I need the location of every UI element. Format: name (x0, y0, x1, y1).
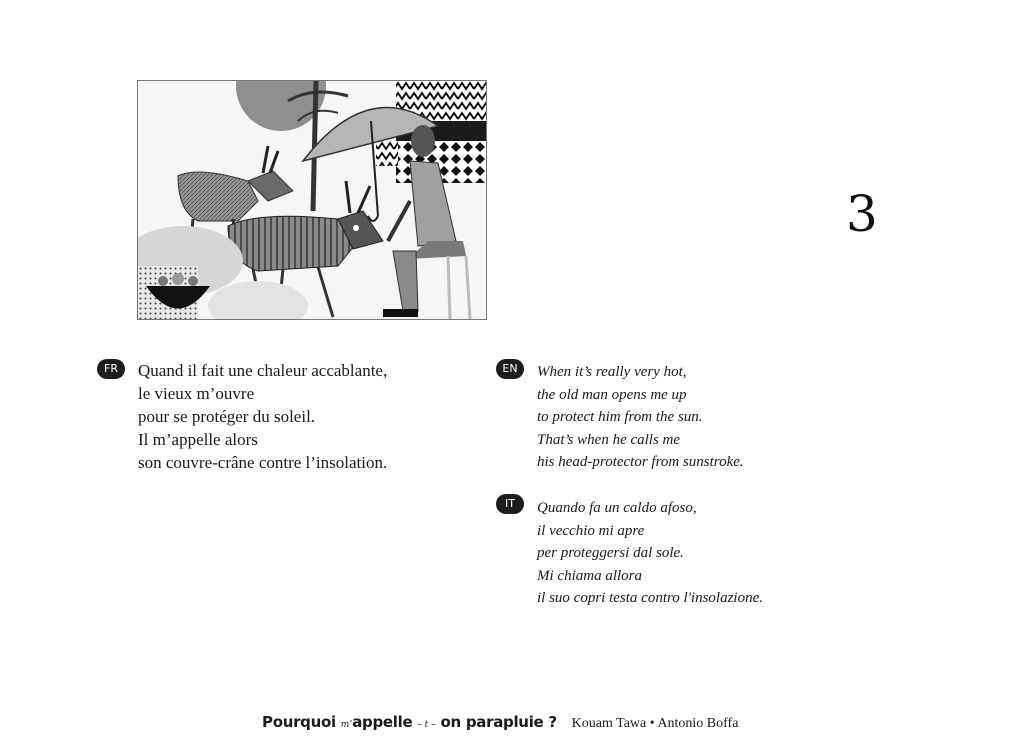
italian-line: per proteggersi dal sole. (537, 545, 684, 561)
french-line: Il m’appelle alors (138, 430, 258, 449)
book-title-part: on parapluie ? (440, 713, 557, 731)
english-line: That’s when he calls me (537, 431, 681, 448)
french-line: son couvre-crâne contre l’insolation. (138, 453, 388, 472)
author-name: Antonio Boffa (657, 716, 739, 731)
english-text (537, 361, 744, 474)
italian-line: Quando fa un caldo afoso, (537, 500, 697, 516)
english-line: his head-protector from sunstroke. (537, 454, 744, 470)
language-badge-fr: FR (97, 359, 125, 379)
book-title-small: – t – (417, 720, 436, 730)
english-line: to protect him from the sun. (537, 409, 703, 425)
footer (262, 712, 738, 732)
italian-text (537, 497, 763, 610)
page-number: 3 (846, 185, 878, 243)
french-text (138, 359, 387, 474)
book-authors (572, 716, 739, 731)
english-line: the old man opens me up (537, 386, 687, 403)
book-title (262, 713, 562, 731)
italian-line: il vecchio mi apre (537, 522, 645, 539)
language-badge-it: IT (496, 494, 524, 514)
book-title-part: appelle (352, 713, 413, 731)
book-title-small: m’ (340, 720, 353, 730)
italian-line: Mi chiama allora (537, 567, 642, 584)
english-line: When it’s really very hot, (537, 364, 687, 380)
author-name: Kouam Tawa (571, 716, 647, 731)
french-line: Quand il fait une chaleur accablante, (138, 361, 388, 380)
french-line: pour se protéger du soleil. (138, 407, 316, 426)
illustration (137, 80, 487, 320)
french-line: le vieux m’ouvre (138, 384, 255, 403)
italian-line: il suo copri testa contro l'insolazione. (537, 590, 763, 606)
book-title-part: Pourquoi (262, 713, 336, 731)
language-badge-en: EN (496, 359, 524, 379)
illustration-umbrella-goats-icon (138, 81, 486, 319)
author-separator: • (649, 716, 655, 731)
